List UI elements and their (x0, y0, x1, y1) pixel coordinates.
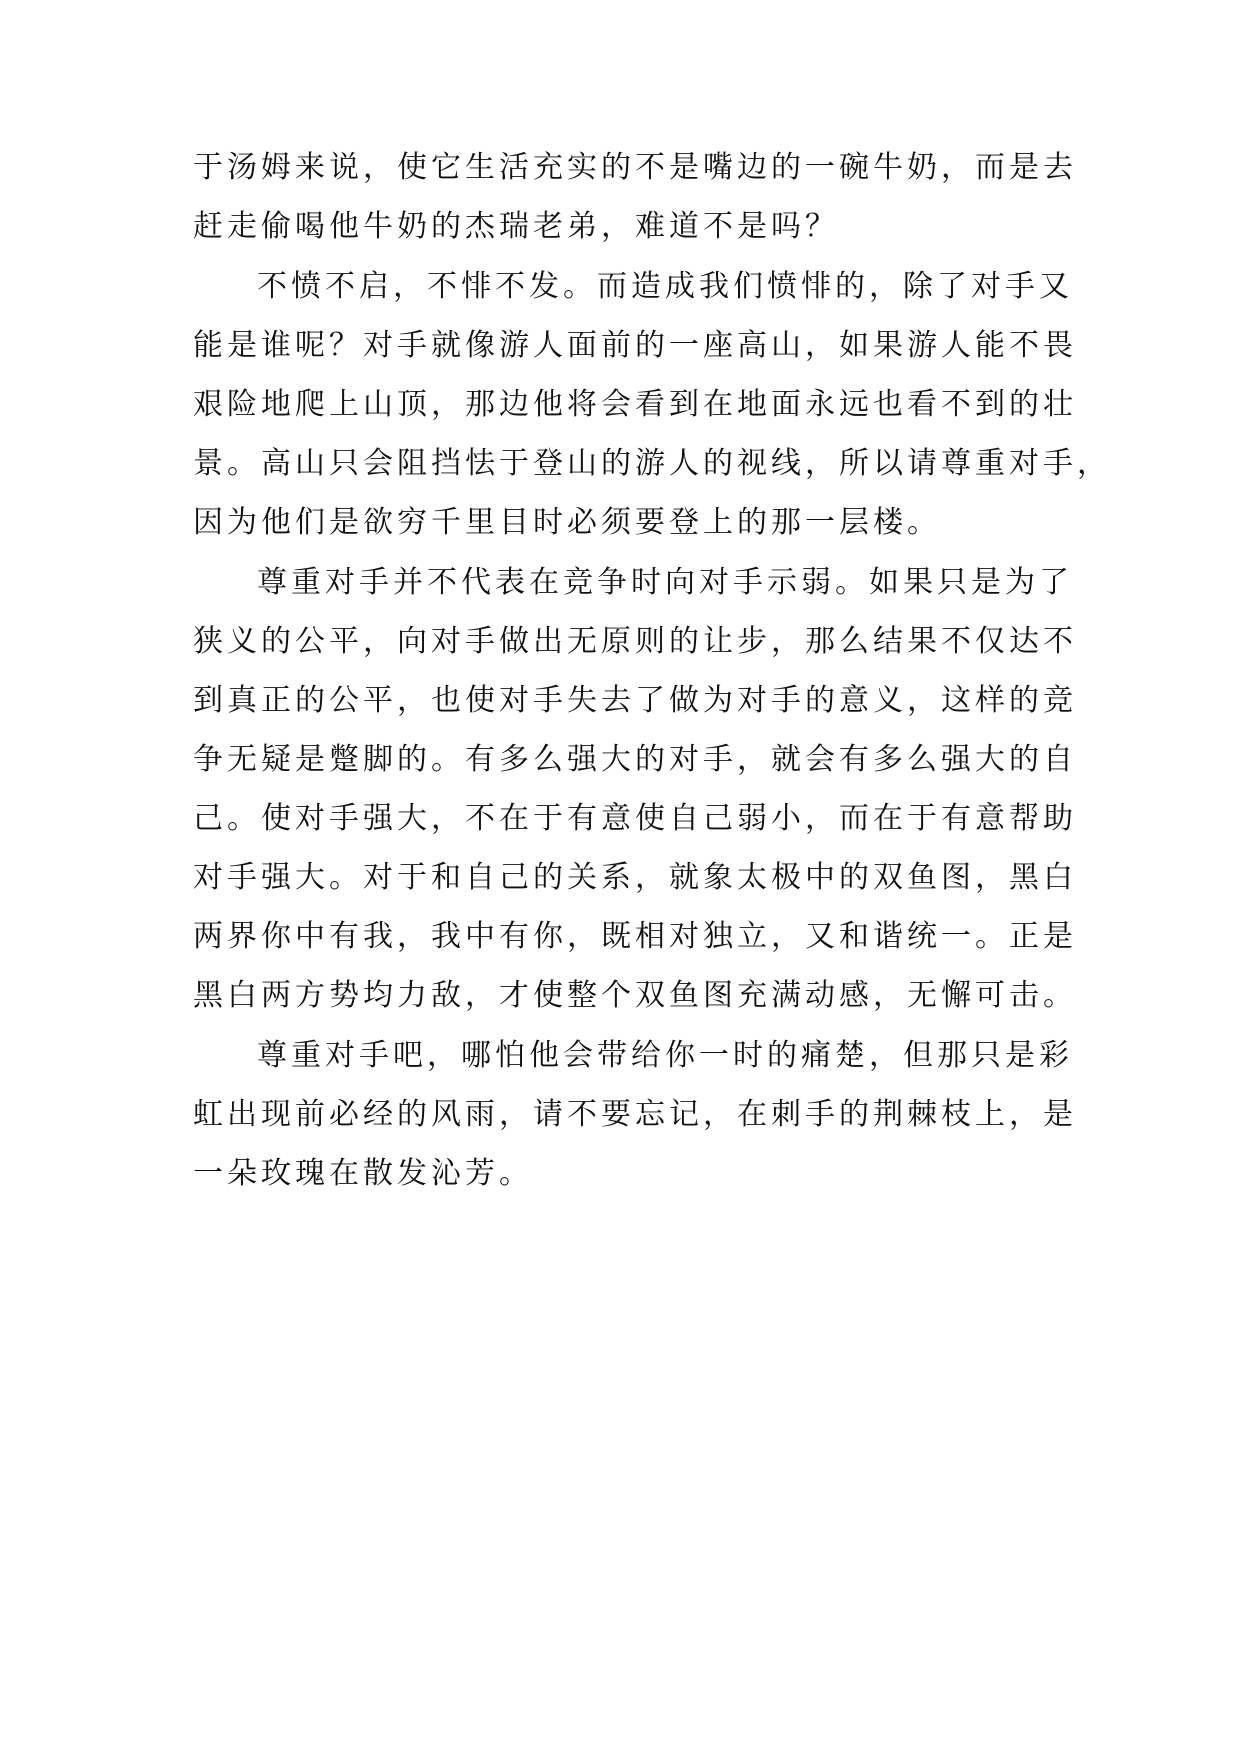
text-line: 艰险地爬上山顶，那边他将会看到在地面永远也看不到的壮 (193, 387, 1077, 422)
text-line: 黑白两方势均力敌，才使整个双鱼图充满动感，无懈可击。 (193, 978, 1077, 1013)
text-line: 两界你中有我，我中有你，既相对独立，又和谐统一。正是 (193, 919, 1077, 954)
text-line: 争无疑是蹩脚的。有多么强大的对手，就会有多么强大的自 (193, 742, 1077, 777)
text-line: 虹出现前必经的风雨，请不要忘记，在刺手的荆棘枝上，是 (193, 1097, 1077, 1132)
text-line: 狭义的公平，向对手做出无原则的让步，那么结果不仅达不 (193, 624, 1077, 659)
text-line: 赶走偷喝他牛奶的杰瑞老弟，难道不是吗？ (193, 209, 839, 244)
text-line: 能是谁呢？对手就像游人面前的一座高山，如果游人能不畏 (193, 328, 1077, 363)
text-line: 因为他们是欲穷千里目时必须要登上的那一层楼。 (193, 505, 941, 540)
text-line: 对手强大。对于和自己的关系，就象太极中的双鱼图，黑白 (193, 860, 1077, 895)
text-line: 到真正的公平，也使对手失去了做为对手的意义，这样的竞 (193, 683, 1077, 718)
text-line: 景。高山只会阻挡怯于登山的游人的视线，所以请尊重对手， (193, 446, 1111, 481)
paragraph-first-line: 尊重对手吧，哪怕他会带给你一时的痛楚，但那只是彩 (257, 1038, 1073, 1073)
paragraph-first-line: 不愤不启，不悱不发。而造成我们愤悱的，除了对手又 (257, 269, 1073, 304)
text-line: 己。使对手强大，不在于有意使自己弱小，而在于有意帮助 (193, 801, 1077, 836)
text-line: 于汤姆来说，使它生活充实的不是嘴边的一碗牛奶，而是去 (193, 150, 1077, 185)
paragraph-first-line: 尊重对手并不代表在竞争时向对手示弱。如果只是为了 (257, 565, 1073, 600)
text-line: 一朵玫瑰在散发沁芳。 (193, 1156, 533, 1191)
